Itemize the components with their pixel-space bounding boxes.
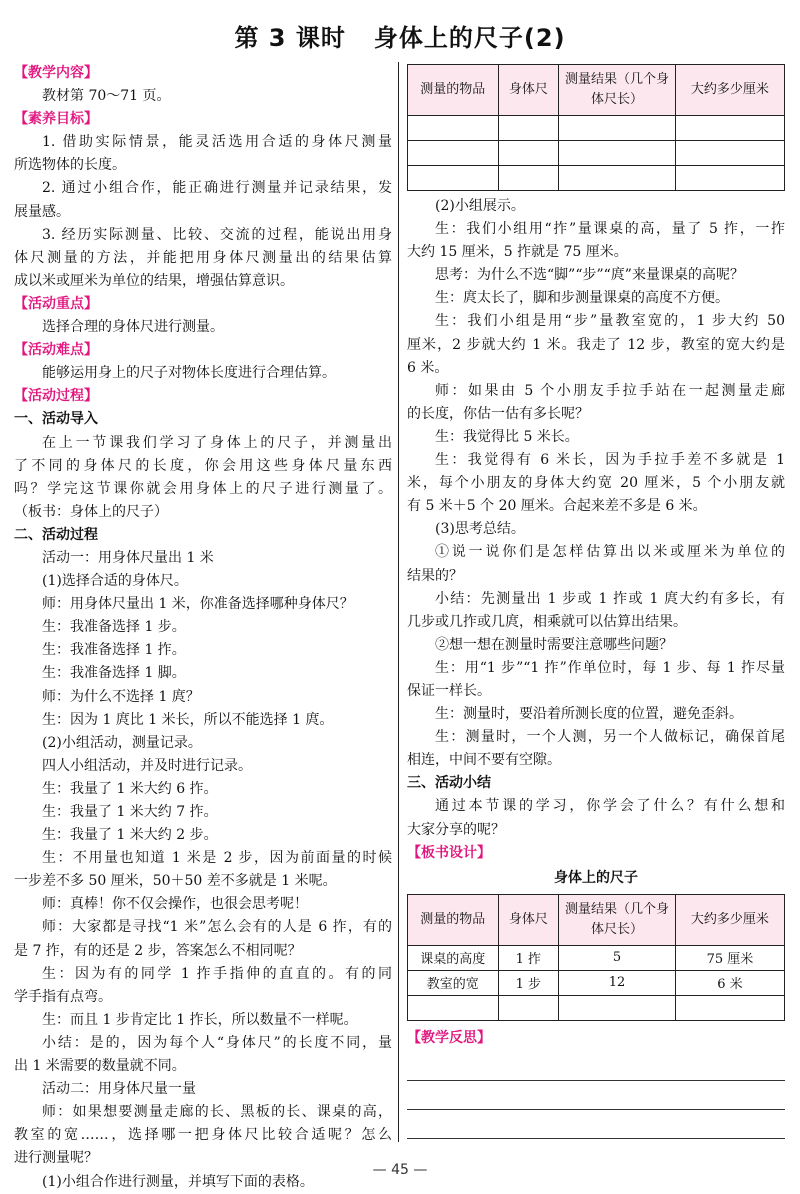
table-cell: 12 <box>559 970 676 995</box>
text-line: 生：我觉得比 5 米长。 <box>435 428 579 445</box>
text-line: 大约 15 厘米，5 拃就是 75 厘米。 <box>407 244 628 261</box>
text-line: 生：我们小组是用“步”量教室宽的，1 步大约 50 <box>435 313 785 330</box>
text-line: (2)小组展示。 <box>435 198 525 214</box>
reflection-rule <box>407 1052 785 1081</box>
text-line: 吗？学完这节课你就会用身体上的尺子进行测量了。 <box>14 480 392 497</box>
text-line: 生：我准备选择 1 脚。 <box>42 665 186 682</box>
text-line: 生：我量了 1 米大约 6 拃。 <box>42 780 218 797</box>
text-line: 结果的？ <box>407 567 463 584</box>
table-row <box>408 945 785 970</box>
text-line: 生：我量了 1 米大约 7 拃。 <box>42 804 218 820</box>
table-cell[interactable] <box>408 166 499 191</box>
text-line: 一步差不多 50 厘米，50＋50 差不多就是 1 米呢。 <box>14 873 337 890</box>
text-line: 生：因为 1 庹比 1 米长，所以不能选择 1 庹。 <box>42 711 334 728</box>
section-label: 【活动重点】 <box>14 295 98 312</box>
table-cell[interactable] <box>498 116 559 141</box>
text-line: 在上一节课我们学习了身体上的尺子，并测量出 <box>42 434 392 451</box>
text-line: 几步或几拃或几庹，相乘就可以估算出结果。 <box>407 613 687 630</box>
text-line: 有 5 米＋5 个 20 厘米。合起来差不多是 6 米。 <box>407 498 707 515</box>
section-label: 【活动难点】 <box>14 342 98 359</box>
column-divider <box>398 62 399 1142</box>
table-header-cell: 身体尺 <box>498 65 559 116</box>
text-line: (2)小组活动，测量记录。 <box>42 734 202 751</box>
table-row <box>408 116 785 141</box>
table-cell[interactable] <box>675 116 784 141</box>
text-line: 活动一：用身体尺量出 1 米 <box>42 549 214 566</box>
text-line: 学手指有点弯。 <box>14 988 112 1005</box>
page-title: 第 3 课时 身体上的尺子(2) <box>234 24 566 52</box>
text-line: 生：我觉得有 6 米长，因为手拉手差不多就是 1 <box>435 452 785 469</box>
text-line: 了不同的身体尺的长度，你会用这些身体尺量东西 <box>14 457 392 474</box>
table-header-cell: 身体尺 <box>498 894 559 945</box>
table-cell: 75 厘米 <box>675 945 784 970</box>
text-line: 体尺测量的方法，并能把用身体尺测量出的结果估算 <box>14 249 392 266</box>
text-line: 是 7 拃，有的还是 2 步，答案怎么不相同呢？ <box>14 942 302 959</box>
text-line: 生：因为有的同学 1 拃手指伸的直直的。有的同 <box>42 965 392 982</box>
text-line: 生：我准备选择 1 步。 <box>42 619 186 636</box>
text-line: 小结：先测量出 1 步或 1 拃或 1 庹大约有多长，有 <box>435 590 785 607</box>
section-label: 【素养目标】 <box>14 111 98 128</box>
text-line: 师：大家都是寻找“1 米”怎么会有的人是 6 拃，有的 <box>42 919 392 936</box>
text-line: 米，每个小朋友的身体大约宽 20 厘米，5 个小朋友就 <box>407 475 785 492</box>
table-cell: 6 米 <box>675 970 784 995</box>
table-cell[interactable] <box>559 141 676 166</box>
text-line: 师：如果想要测量走廊的长、黑板的长、课桌的高， <box>42 1104 392 1121</box>
text-line: 2. 通过小组合作，能正确进行测量并记录结果，发 <box>42 180 392 197</box>
board-caption: 身体上的尺子 <box>554 869 638 886</box>
text-line: ②想一想在测量时需要注意哪些问题？ <box>435 636 673 653</box>
table-header-cell: 测量结果（几个身体尺长） <box>559 894 676 945</box>
right-text <box>407 195 785 865</box>
table-cell[interactable] <box>408 116 499 141</box>
table-row <box>408 995 785 1020</box>
table-header-cell: 大约多少厘米 <box>675 894 784 945</box>
text-line: ①说一说你们是怎样估算出以米或厘米为单位的 <box>435 544 785 561</box>
table-cell[interactable] <box>408 141 499 166</box>
section-label: 【教学内容】 <box>14 65 98 81</box>
text-line: 师：为什么不选择 1 庹？ <box>42 688 200 705</box>
section-label: 【板书设计】 <box>407 844 491 861</box>
table-cell: 1 拃 <box>498 945 559 970</box>
table-header-cell: 大约多少厘米 <box>675 65 784 116</box>
text-line: 相连，中间不要有空隙。 <box>407 752 561 769</box>
table-cell: 课桌的高度 <box>408 945 499 970</box>
table-cell <box>498 995 559 1020</box>
record-table <box>407 64 785 191</box>
text-line: 师：真棒！你不仅会操作，也很会思考呢！ <box>42 896 308 913</box>
text-line: 生：用“1 步”“1 拃”作单位时，每 1 步、每 1 拃尽量 <box>435 659 785 676</box>
text-line: 教材第 70～71 页。 <box>42 88 171 105</box>
table-cell[interactable] <box>559 116 676 141</box>
text-line: 1. 借助实际情景，能灵活选用合适的身体尺测量 <box>42 134 392 151</box>
table-header-cell: 测量的物品 <box>408 65 499 116</box>
left-column <box>14 62 392 1194</box>
text-line: 选择合理的身体尺进行测量。 <box>42 319 224 336</box>
reflection-rule <box>407 1110 785 1139</box>
text-line: 通过本节课的学习，你学会了什么？有什么想和 <box>435 798 785 815</box>
table-cell: 5 <box>559 945 676 970</box>
text-line: 出 1 米需要的数量就不同。 <box>14 1058 186 1075</box>
text-line: 保证一样长。 <box>407 682 491 699</box>
text-line: 6 米。 <box>407 359 449 376</box>
text-line: 成以米或厘米为单位的结果，增强估算意识。 <box>14 272 294 289</box>
text-line: 教室的宽……，选择哪一把身体尺比较合适呢？怎么 <box>14 1127 392 1144</box>
text-line: 师：如果由 5 个小朋友手拉手站在一起测量走廊 <box>435 382 785 399</box>
table-cell[interactable] <box>675 166 784 191</box>
table-cell: 1 步 <box>498 970 559 995</box>
text-line: (1)选择合适的身体尺。 <box>42 573 188 590</box>
table-cell <box>408 995 499 1020</box>
text-line: 大家分享的呢？ <box>407 821 505 838</box>
table-cell[interactable] <box>675 141 784 166</box>
text-line: 四人小组活动，并及时进行记录。 <box>42 757 252 774</box>
text-line: 师：用身体尺量出 1 米，你准备选择哪种身体尺？ <box>42 596 354 613</box>
reflection-label: 【教学反思】 <box>407 1029 491 1046</box>
text-line: 生：测量时，要沿着所测长度的位置，避免歪斜。 <box>435 706 743 723</box>
section-label: 【活动过程】 <box>14 388 98 405</box>
text-line: 展量感。 <box>14 203 70 220</box>
text-line: 生：庹太长了，脚和步测量课桌的高度不方便。 <box>435 290 729 307</box>
text-line: 活动二：用身体尺量一量 <box>42 1081 196 1098</box>
text-line: 进行测量呢？ <box>14 1150 98 1167</box>
text-line: 生：我们小组用“拃”量课桌的高，量了 5 拃，一拃 <box>435 221 785 238</box>
text-line: 生：我量了 1 米大约 2 步。 <box>42 827 218 844</box>
reflection-rule <box>407 1081 785 1110</box>
text-line: 厘米，2 步就大约 1 米。我走了 12 步，教室的宽大约是 <box>407 336 785 353</box>
section-heading: 一、活动导入 <box>14 411 98 428</box>
table-cell <box>675 995 784 1020</box>
right-column <box>407 62 785 1139</box>
section-heading: 三、活动小结 <box>407 775 491 792</box>
table-header-cell: 测量的物品 <box>408 894 499 945</box>
text-line: (3)思考总结。 <box>435 521 525 538</box>
table-cell: 教室的宽 <box>408 970 499 995</box>
text-line: 生：测量时，一个人测，另一个人做标记，确保首尾 <box>435 729 785 746</box>
text-line: 能够运用身上的尺子对物体长度进行合理估算。 <box>42 365 336 382</box>
text-line: （板书：身体上的尺子） <box>14 503 168 520</box>
board-table <box>407 894 785 1021</box>
table-header-cell: 测量结果（几个身体尺长） <box>559 65 676 116</box>
text-line: 小结：是的，因为每个人“身体尺”的长度不同，量 <box>42 1034 392 1051</box>
table-cell[interactable] <box>498 141 559 166</box>
table-row <box>408 166 785 191</box>
table-cell[interactable] <box>498 166 559 191</box>
table-cell <box>559 995 676 1020</box>
text-line: 生：而且 1 步肯定比 1 拃长，所以数量不一样呢。 <box>42 1011 358 1028</box>
table-cell[interactable] <box>559 166 676 191</box>
text-line: 生：不用量也知道 1 米是 2 步，因为前面量的时候 <box>42 850 392 867</box>
table-row <box>408 970 785 995</box>
text-line: (1)小组合作进行测量，并填写下面的表格。 <box>42 1173 314 1190</box>
table-row <box>408 141 785 166</box>
reflection-lines <box>407 1052 785 1139</box>
text-line: 生：我准备选择 1 拃。 <box>42 642 186 659</box>
text-line: 思考：为什么不选“脚”“步”“庹”来量课桌的高呢？ <box>435 267 744 284</box>
text-line: 的长度，你估一估有多长呢？ <box>407 405 589 422</box>
page-number: — 45 — <box>372 1162 428 1178</box>
text-line: 3. 经历实际测量、比较、交流的过程，能说出用身 <box>42 226 392 243</box>
text-line: 所选物体的长度。 <box>14 157 126 174</box>
section-heading: 二、活动过程 <box>14 526 98 543</box>
